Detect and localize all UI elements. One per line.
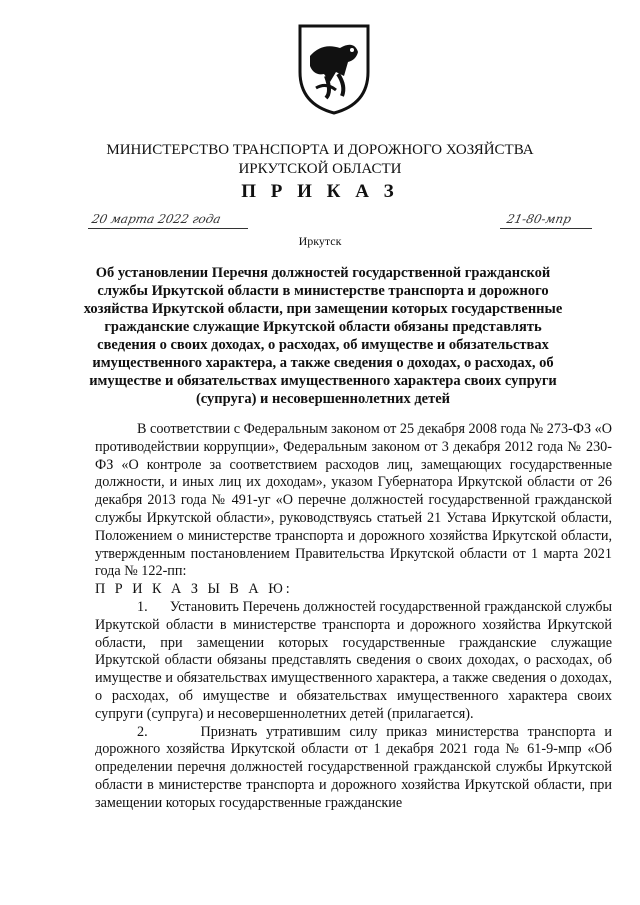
order-item-1: 1. Установить Перечень должностей государственной гражданской службы Иркутской области в министерстве транспорта и дорожного хозяйства Иркутской области, при замещении которых государственные гражданские служащие Иркутской области обязаны представлять сведения о своих доходах, о расходах, об имуществе и обязательствах имущественного характера, а также сведения о доходах, о расходах, об имуществе и обязательствах имущественного характера своих супруги (супруга) и несовершеннолетних детей (прилагается).: [95, 598, 612, 722]
ministry-line-2: ИРКУТСКОЙ ОБЛАСТИ: [238, 161, 402, 177]
date-underline: [88, 228, 248, 229]
ministry-line-1: МИНИСТЕРСТВО ТРАНСПОРТА И ДОРОЖНОГО ХОЗЯЙСТВА: [106, 142, 534, 158]
city-name: Иркутск: [298, 234, 342, 248]
ministry-name: [60, 141, 580, 179]
document-title: П Р И К А З: [241, 181, 399, 202]
order-item-2: 2. Признать утратившим силу приказ министерства транспорта и дорожного хозяйства Иркутской области от 1 декабря 2021 года № 61-9-мпр «Об определении перечня должностей государственной гражданской службы Иркутской области в министерстве транспорта и дорожного хозяйства Иркутской области, при замещении которых государственные гражданские: [95, 723, 612, 811]
coat-of-arms-emblem: [296, 20, 372, 116]
handwritten-date: 20 марта 2022 года: [90, 212, 223, 226]
order-word: П Р И К А З Ы В А Ю:: [95, 581, 293, 598]
preamble-paragraph: В соответствии с Федеральным законом от 25 декабря 2008 года № 273-ФЗ «О противодействии коррупции», Федеральным законом от 3 декабря 2012 года № 230-ФЗ «О контроле за соответствием расходов лиц, замещающих государственные должности, и иных лиц их доходам», указом Губернатора Иркутской области от 26 декабря 2013 года № 491-уг «О перечне должностей государственной гражданской службы Иркутской области», руководствуясь статьей 21 Устава Иркутской области, Положением о министерстве транспорта и дорожного хозяйства Иркутской области, утвержденным постановлением Правительства Иркутской области от 1 марта 2021 года № 122-пп:: [95, 421, 612, 580]
handwritten-number: 21-80-мпр: [505, 212, 573, 226]
number-underline: [500, 228, 592, 229]
document-body: [95, 421, 612, 813]
document-heading: Об установлении Перечня должностей государственной гражданской службы Иркутской области в министерстве транспорта и дорожного хозяйства Иркутской области, при замещении которых государственные гражданские служащие Иркутской области обязаны представлять сведения о своих доходах, о расходах, об имуществе и обязательствах имущественного характера, а также сведения о доходах, о расходах, об имуществе и обязательствах имущественного характера своих супруги (супруга) и несовершеннолетних детей: [83, 265, 563, 407]
